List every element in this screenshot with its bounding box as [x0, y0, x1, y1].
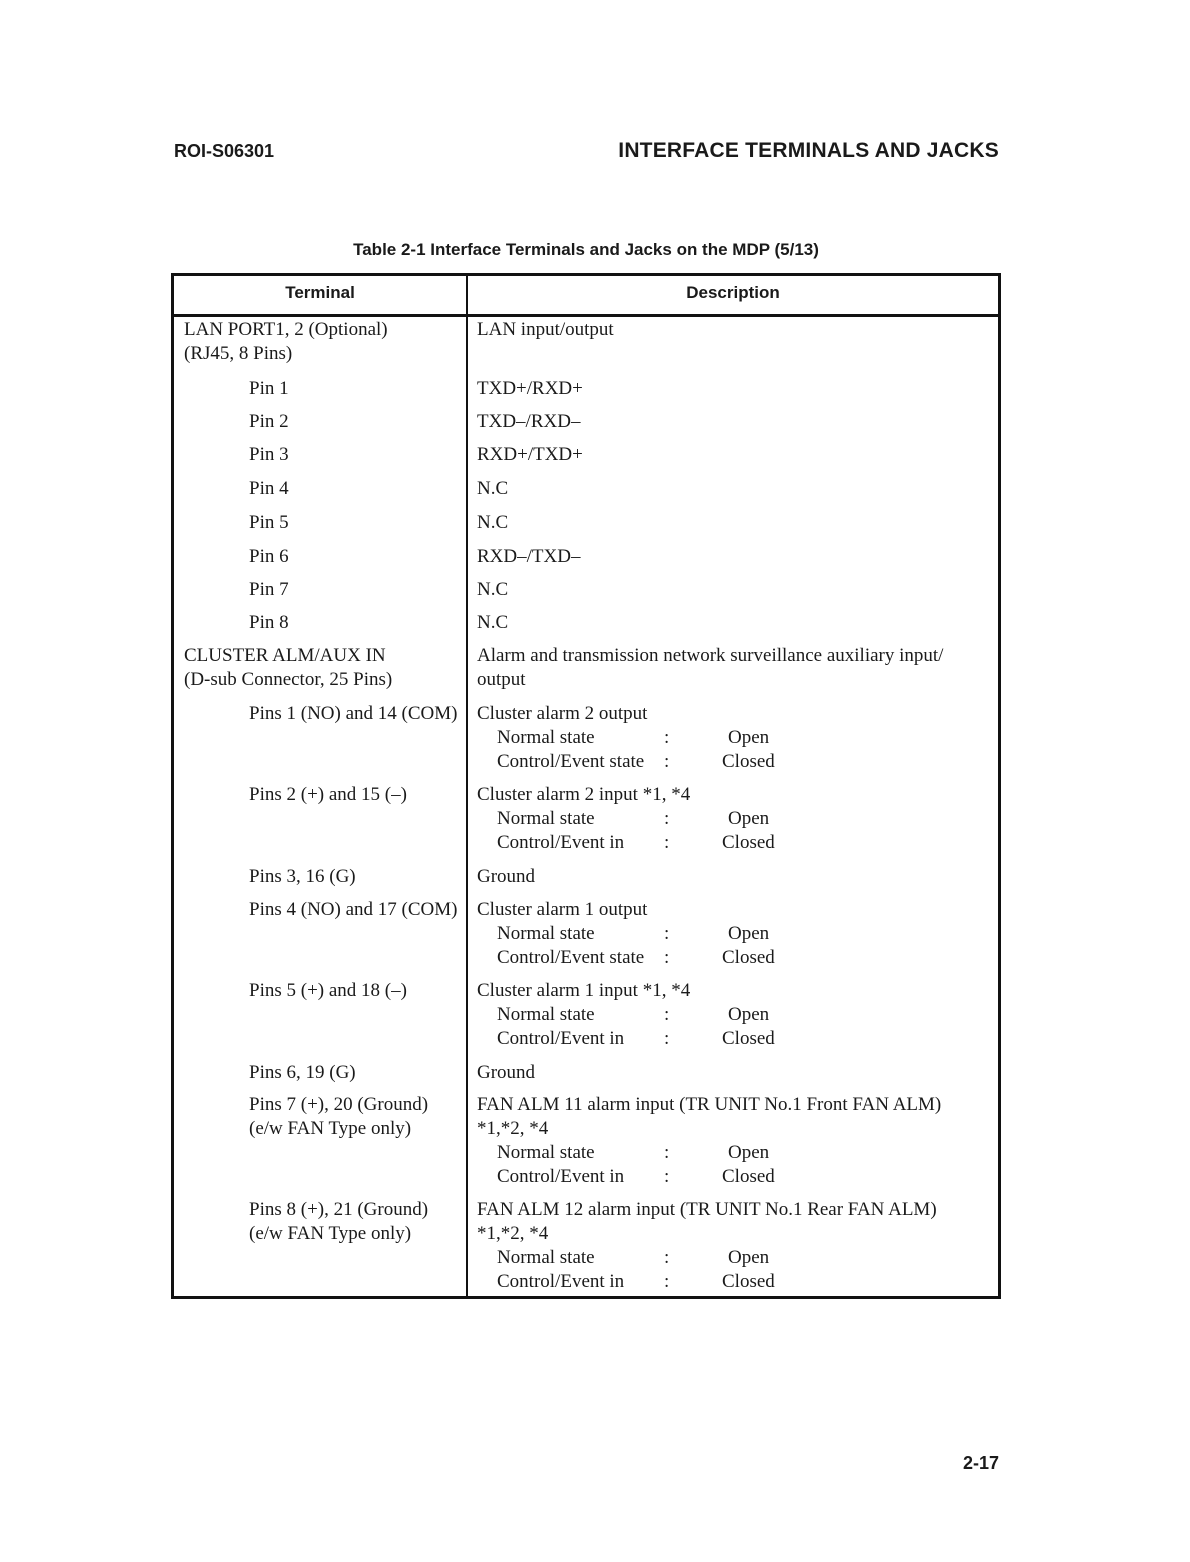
section-title: INTERFACE TERMINALS AND JACKS [618, 139, 999, 162]
terminal-cell: Pins 4 (NO) and 17 (COM) [249, 899, 458, 920]
description-cell: Ground [477, 866, 536, 887]
state-value: Open [728, 727, 770, 748]
interface-table [171, 273, 1001, 1299]
state-label: Control/Event state [497, 947, 645, 968]
state-value: Closed [722, 751, 775, 772]
description-cell: FAN ALM 12 alarm input (TR UNIT No.1 Rear FAN ALM) [477, 1199, 937, 1220]
state-value: Closed [722, 832, 775, 853]
state-label: Control/Event in [497, 1028, 625, 1049]
description-cell: Cluster alarm 1 output [477, 899, 648, 920]
terminal-cell: Pin 4 [249, 478, 289, 499]
terminal-cell: Pins 3, 16 (G) [249, 866, 356, 887]
table-caption: Table 2-1 Interface Terminals and Jacks on the MDP (5/13) [353, 240, 819, 259]
terminal-cell: Pin 3 [249, 444, 289, 465]
state-value: Open [728, 808, 770, 829]
page-number: 2-17 [962, 1453, 999, 1473]
terminal-cell: CLUSTER ALM/AUX IN [184, 645, 386, 666]
description-cell: RXD–/TXD– [477, 546, 581, 567]
state-separator: : [664, 832, 670, 853]
terminal-cell: LAN PORT1, 2 (Optional) [184, 319, 388, 340]
state-separator: : [664, 947, 670, 968]
state-separator: : [664, 1166, 670, 1187]
description-cell: N.C [477, 478, 509, 499]
terminal-cell: Pins 6, 19 (G) [249, 1062, 356, 1083]
terminal-cell: Pin 6 [249, 546, 289, 567]
description-cell: *1,*2, *4 [477, 1118, 549, 1139]
terminal-cell: Pin 8 [249, 612, 289, 633]
state-separator: : [664, 1271, 670, 1292]
state-separator: : [664, 808, 670, 829]
description-cell: Cluster alarm 1 input *1, *4 [477, 980, 691, 1001]
description-cell: Ground [477, 1062, 536, 1083]
terminal-cell: Pin 7 [249, 579, 289, 600]
description-cell: output [477, 669, 526, 690]
state-label: Control/Event state [497, 751, 645, 772]
description-cell: RXD+/TXD+ [477, 444, 583, 465]
state-separator: : [664, 1028, 670, 1049]
state-label: Control/Event in [497, 832, 625, 853]
description-cell: LAN input/output [477, 319, 614, 340]
state-label: Normal state [497, 1142, 595, 1163]
terminal-cell: Pin 1 [249, 378, 289, 399]
terminal-cell: Pins 7 (+), 20 (Ground) [249, 1094, 429, 1115]
description-cell: *1,*2, *4 [477, 1223, 549, 1244]
state-separator: : [664, 1247, 670, 1268]
state-value: Open [728, 1142, 770, 1163]
description-cell: N.C [477, 579, 509, 600]
description-cell: FAN ALM 11 alarm input (TR UNIT No.1 Front FAN ALM) [477, 1094, 942, 1115]
state-separator: : [664, 923, 670, 944]
document-id: ROI-S06301 [174, 141, 275, 161]
state-value: Closed [722, 1028, 775, 1049]
terminal-cell: Pin 2 [249, 411, 289, 432]
column-divider [466, 276, 468, 1296]
description-cell: TXD+/RXD+ [477, 378, 583, 399]
state-value: Closed [722, 947, 775, 968]
description-cell: Cluster alarm 2 output [477, 703, 648, 724]
column-header-terminal: Terminal [285, 283, 355, 302]
terminal-cell: Pins 1 (NO) and 14 (COM) [249, 703, 458, 724]
state-separator: : [664, 751, 670, 772]
terminal-cell: Pins 5 (+) and 18 (–) [249, 980, 407, 1001]
state-separator: : [664, 727, 670, 748]
state-label: Normal state [497, 923, 595, 944]
terminal-cell: (e/w FAN Type only) [249, 1223, 412, 1244]
terminal-cell: (e/w FAN Type only) [249, 1118, 412, 1139]
state-separator: : [664, 1004, 670, 1025]
description-cell: Alarm and transmission network surveillance auxiliary input/ [477, 645, 944, 666]
terminal-cell: Pins 8 (+), 21 (Ground) [249, 1199, 429, 1220]
state-value: Closed [722, 1166, 775, 1187]
terminal-cell: (RJ45, 8 Pins) [184, 343, 293, 364]
state-label: Normal state [497, 727, 595, 748]
state-label: Normal state [497, 1247, 595, 1268]
state-value: Open [728, 923, 770, 944]
description-cell: N.C [477, 512, 509, 533]
description-cell: N.C [477, 612, 509, 633]
state-label: Control/Event in [497, 1166, 625, 1187]
state-separator: : [664, 1142, 670, 1163]
state-value: Closed [722, 1271, 775, 1292]
state-label: Normal state [497, 1004, 595, 1025]
state-value: Open [728, 1247, 770, 1268]
state-label: Normal state [497, 808, 595, 829]
description-cell: TXD–/RXD– [477, 411, 581, 432]
state-value: Open [728, 1004, 770, 1025]
description-cell: Cluster alarm 2 input *1, *4 [477, 784, 691, 805]
state-label: Control/Event in [497, 1271, 625, 1292]
terminal-cell: Pin 5 [249, 512, 289, 533]
column-header-description: Description [686, 283, 780, 302]
header-rule [174, 314, 998, 317]
terminal-cell: (D-sub Connector, 25 Pins) [184, 669, 393, 690]
terminal-cell: Pins 2 (+) and 15 (–) [249, 784, 407, 805]
